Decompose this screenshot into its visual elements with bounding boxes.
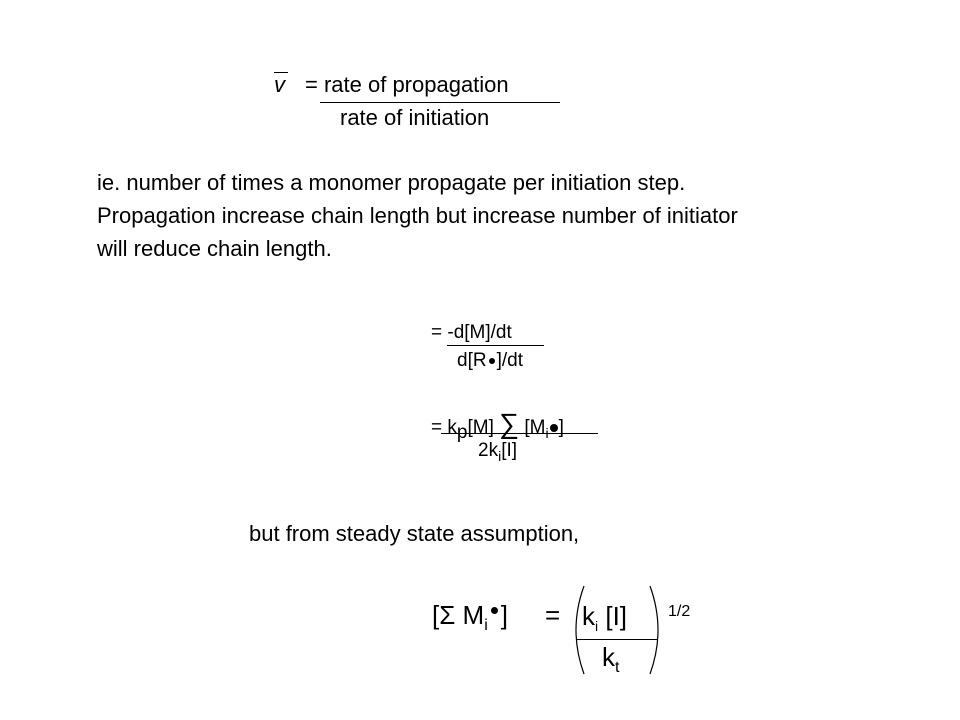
equation-3-num-sub: i — [595, 618, 599, 635]
equation-3-eq-sign: = — [545, 600, 561, 630]
equation-2-eq-sign: = — [431, 417, 443, 438]
definition-numerator: = rate of propagation — [305, 72, 509, 97]
v-symbol: v — [274, 72, 285, 97]
equation-1-den-prefix: d[R — [457, 350, 487, 371]
explanation-line-1: ie. number of times a monomer propagate per initiation step. — [97, 170, 686, 195]
equation-3-lhs — [432, 600, 508, 635]
radical-dot-icon — [489, 358, 495, 364]
equation-3-numerator — [582, 601, 628, 635]
equation-3-denominator — [602, 642, 620, 677]
equation-2-denominator — [478, 440, 517, 462]
radical-dot-icon — [550, 424, 558, 432]
steady-state-condition: but from steady state assumption, — [249, 521, 580, 546]
equation-2-den-coeff: 2k — [478, 440, 499, 461]
explanation-line-3: will reduce chain length. — [97, 236, 332, 261]
equation-2-den-sub: i — [498, 447, 502, 464]
equation-3-lhs-close: ] — [500, 600, 508, 630]
equation-2-fraction-bar — [441, 433, 598, 434]
equation-1-den-suffix: ]/dt — [496, 350, 523, 371]
equation-3-exponent: 1/2 — [668, 603, 691, 620]
equation-3-num-suffix: [I] — [605, 601, 628, 631]
equation-3-den-sub: t — [615, 659, 620, 677]
equation-2-bracket-close: ] — [558, 417, 564, 438]
equation-2-bracket-sub: i — [545, 424, 549, 441]
equation-2-mid: [M] — [467, 417, 494, 438]
equation-3-fraction-bar — [577, 639, 657, 640]
equation-1-numerator: = -d[M]/dt — [431, 322, 512, 343]
equation-2-den-suffix: [I] — [501, 440, 518, 461]
equation-2-bracket-open: [M — [524, 417, 546, 438]
equation-3-lhs-sub: i — [484, 617, 488, 635]
equation-3-den-k: k — [602, 642, 615, 672]
definition-denominator: rate of initiation — [340, 105, 490, 130]
sigma-symbol: ∑ — [499, 408, 520, 439]
equation-1-denominator — [457, 350, 523, 372]
explanation-line-2: Propagation increase chain length but increase number of initiator — [97, 203, 738, 228]
equation-1-fraction-bar — [447, 345, 544, 346]
right-parenthesis-icon — [648, 584, 668, 676]
definition-fraction-bar — [320, 102, 560, 103]
equation-2-k-sub: p — [456, 421, 468, 443]
equation-2-k: k — [447, 417, 457, 438]
equation-2-numerator — [431, 408, 564, 443]
radical-dot-icon — [491, 607, 498, 614]
equation-3-lhs-open: [Σ M — [432, 600, 485, 630]
equation-3-num-k: k — [582, 601, 595, 631]
